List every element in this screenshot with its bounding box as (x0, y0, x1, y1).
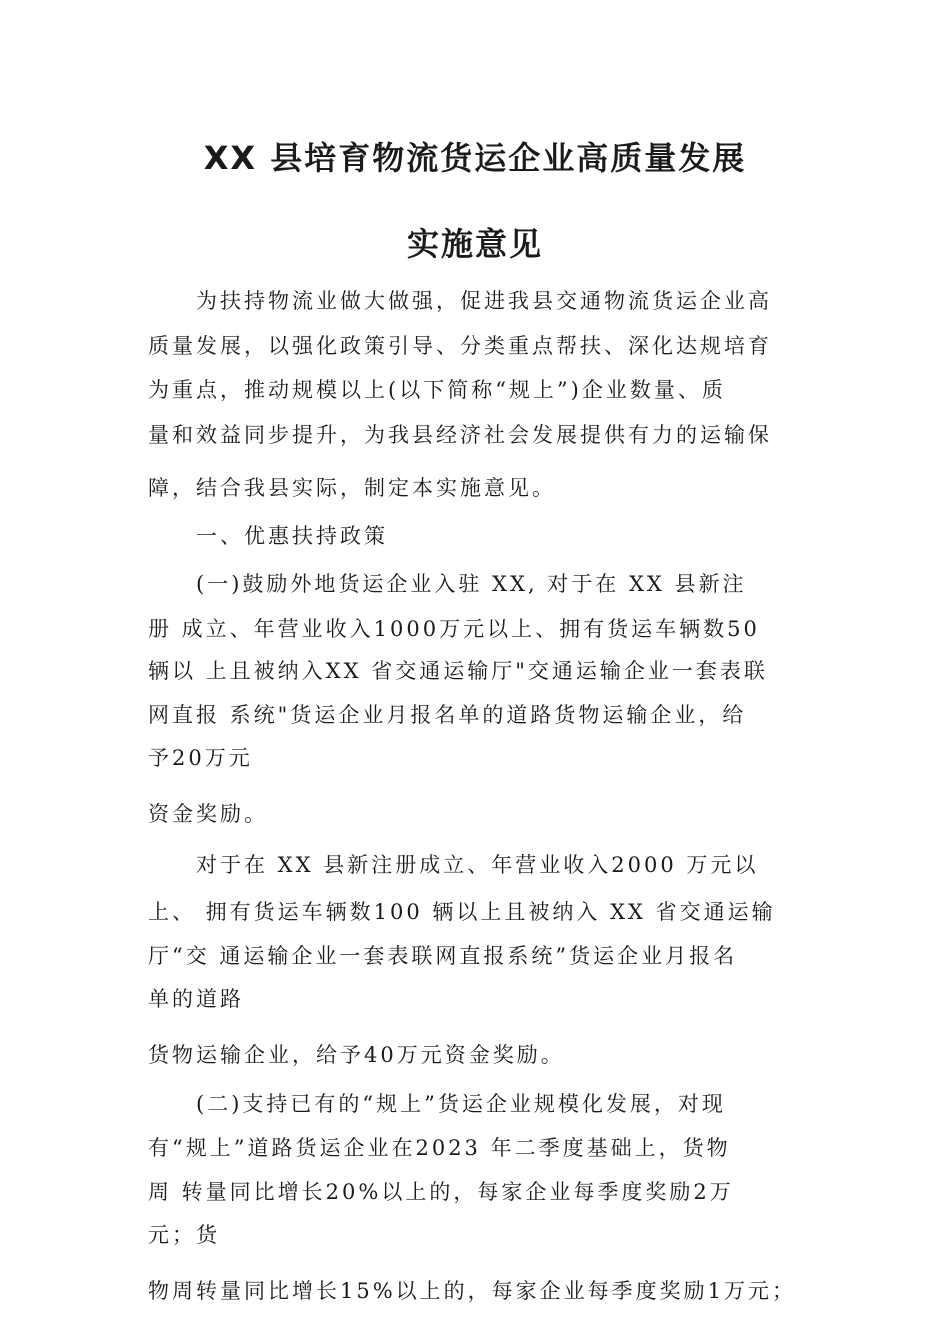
body-line: 货物运输企业，给予40万元资金奖励。 (148, 1043, 565, 1067)
body-line: 上、 拥有货运车辆数100 辆以上且被纳入 XX 省交通运输 (148, 900, 776, 924)
body-line: 量和效益同步提升，为我县经济社会发展提供有力的运输保 (148, 423, 772, 447)
body-line: 为重点，推动规模以上(以下简称“规上”)企业数量、质 (148, 378, 726, 402)
body-line: 为扶持物流业做大做强，促进我县交通物流货运企业高 (148, 289, 772, 313)
body-line: 元；货 (148, 1223, 220, 1247)
body-line: 册 成立、年营业收入1000万元以上、拥有货运车辆数50 (148, 617, 760, 641)
body-line: 障，结合我县实际，制定本实施意见。 (148, 476, 556, 500)
body-line: 网直报 系统"货运企业月报名单的道路货物运输企业，给 (148, 703, 747, 727)
body-line: 物周转量同比增长15%以上的，每家企业每季度奖励1万元； (148, 1279, 797, 1303)
body-line: 予20万元 (148, 746, 253, 770)
body-line: (一)鼓励外地货运企业入驻 XX, 对于在 XX 县新注 (148, 572, 747, 596)
body-line: 厅“交 通运输企业一套表联网直报系统”货运企业月报名 (148, 944, 738, 968)
body-line: (二)支持已有的“规上”货运企业规模化发展，对现 (148, 1092, 726, 1116)
body-line: 周 转量同比增长20%以上的，每家企业每季度奖励2万 (148, 1180, 734, 1204)
body-line: 质量发展，以强化政策引导、分类重点帮扶、深化达规培育 (148, 334, 772, 358)
document-title-line-2: 实施意见 (406, 225, 543, 263)
body-line: 有“规上”道路货运企业在2023 年二季度基础上，货物 (148, 1136, 731, 1160)
body-line: 对于在 XX 县新注册成立、年营业收入2000 万元以 (148, 853, 759, 877)
document-title-line-1: XX 县培育物流货运企业高质量发展 (203, 139, 747, 177)
body-line: 单的道路 (148, 987, 244, 1011)
body-line: 辆以 上且被纳入XX 省交通运输厅"交通运输企业一套表联 (148, 659, 768, 683)
section-heading: 一、优惠扶持政策 (148, 524, 388, 548)
body-line: 资金奖励。 (148, 802, 268, 826)
